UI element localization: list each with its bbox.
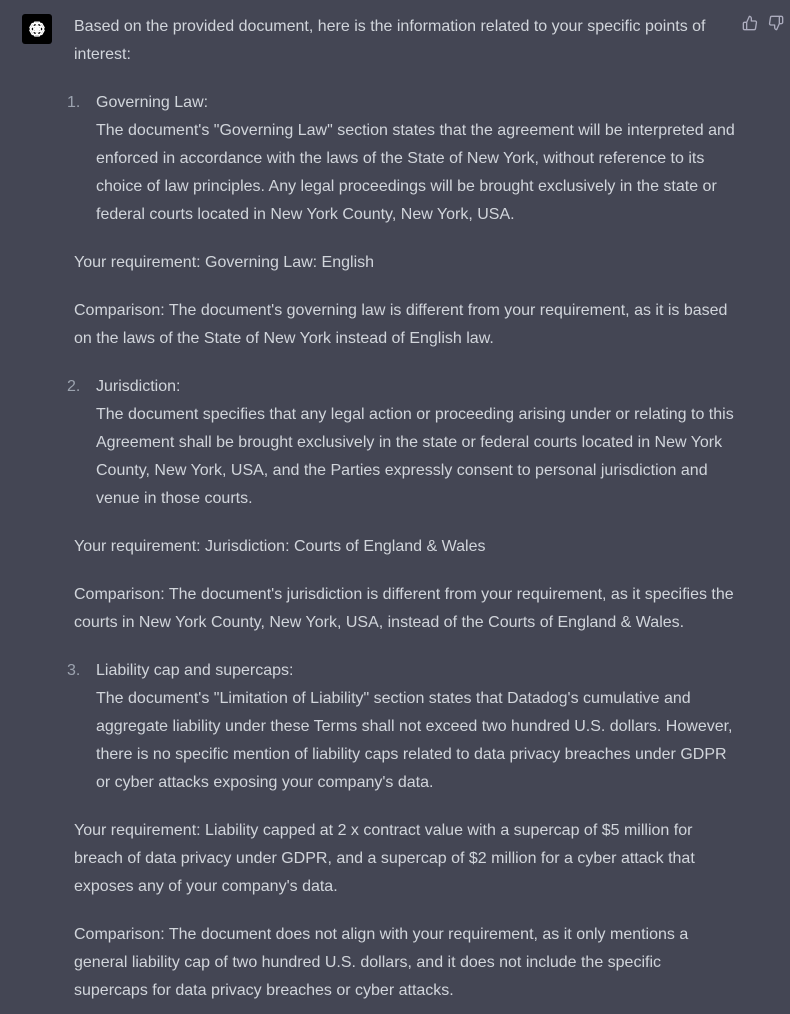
- comparison-text: Comparison: The document does not align with your requirement, as it only mentions a general liability cap of two hundred U.S. dollars, and it does not include the specific supercaps for data privacy breaches or cyber attacks.: [74, 926, 689, 999]
- assistant-avatar: [22, 14, 52, 44]
- message-content: [67, 13, 736, 1005]
- requirement-text: Your requirement: Liability capped at 2 x contract value with a supercap of $5 million for breach of data privacy under GDPR, and a supercap of $2 million for a cyber attack that exposes any of your company's data.: [74, 822, 695, 895]
- item-body: The document's "Limitation of Liability" section states that Datadog's cumulative and aggregate liability under these Terms shall not exceed two hundred U.S. dollars. However, there is no specific mention of liability caps related to data privacy breaches under GDPR or cyber attacks exposing your company's data.: [96, 690, 733, 791]
- item-title: Jurisdiction:: [96, 378, 181, 395]
- list-item: [67, 373, 736, 513]
- comparison-text: Comparison: The document's governing law is different from your requirement, as it is based on the laws of the State of New York instead of English law.: [74, 302, 728, 347]
- thumbs-up-button[interactable]: [742, 16, 758, 34]
- openai-logo-icon: [26, 18, 48, 40]
- thumbs-down-icon: [768, 15, 784, 36]
- feedback-controls: [742, 16, 784, 34]
- requirement-text: Your requirement: Governing Law: English: [74, 254, 375, 271]
- comparison-text: Comparison: The document's jurisdiction is different from your requirement, as it specifies the courts in New York County, New York, USA, instead of the Courts of England & Wales.: [74, 586, 734, 631]
- thumbs-down-button[interactable]: [768, 16, 784, 34]
- list-number: 1.: [67, 94, 81, 111]
- list-item: [67, 657, 736, 797]
- thumbs-up-icon: [742, 15, 758, 36]
- list-number: 3.: [67, 662, 81, 679]
- requirement-text: Your requirement: Jurisdiction: Courts of England & Wales: [74, 538, 486, 555]
- item-title: Liability cap and supercaps:: [96, 662, 294, 679]
- list-number: 2.: [67, 378, 81, 395]
- item-body: The document's "Governing Law" section states that the agreement will be interpreted and enforced in accordance with the laws of the State of New York, without reference to its choice of law principles. Any legal proceedings will be brought exclusively in the state or federal courts located in New York County, New York, USA.: [96, 122, 735, 223]
- item-body: The document specifies that any legal action or proceeding arising under or relating to this Agreement shall be brought exclusively in the state or federal courts located in New York County, New York, USA, and the Parties expressly consent to personal jurisdiction and venue in those courts.: [96, 406, 734, 507]
- list-item: [67, 89, 736, 229]
- item-title: Governing Law:: [96, 94, 209, 111]
- intro-text: Based on the provided document, here is the information related to your specific points of interest:: [74, 18, 706, 63]
